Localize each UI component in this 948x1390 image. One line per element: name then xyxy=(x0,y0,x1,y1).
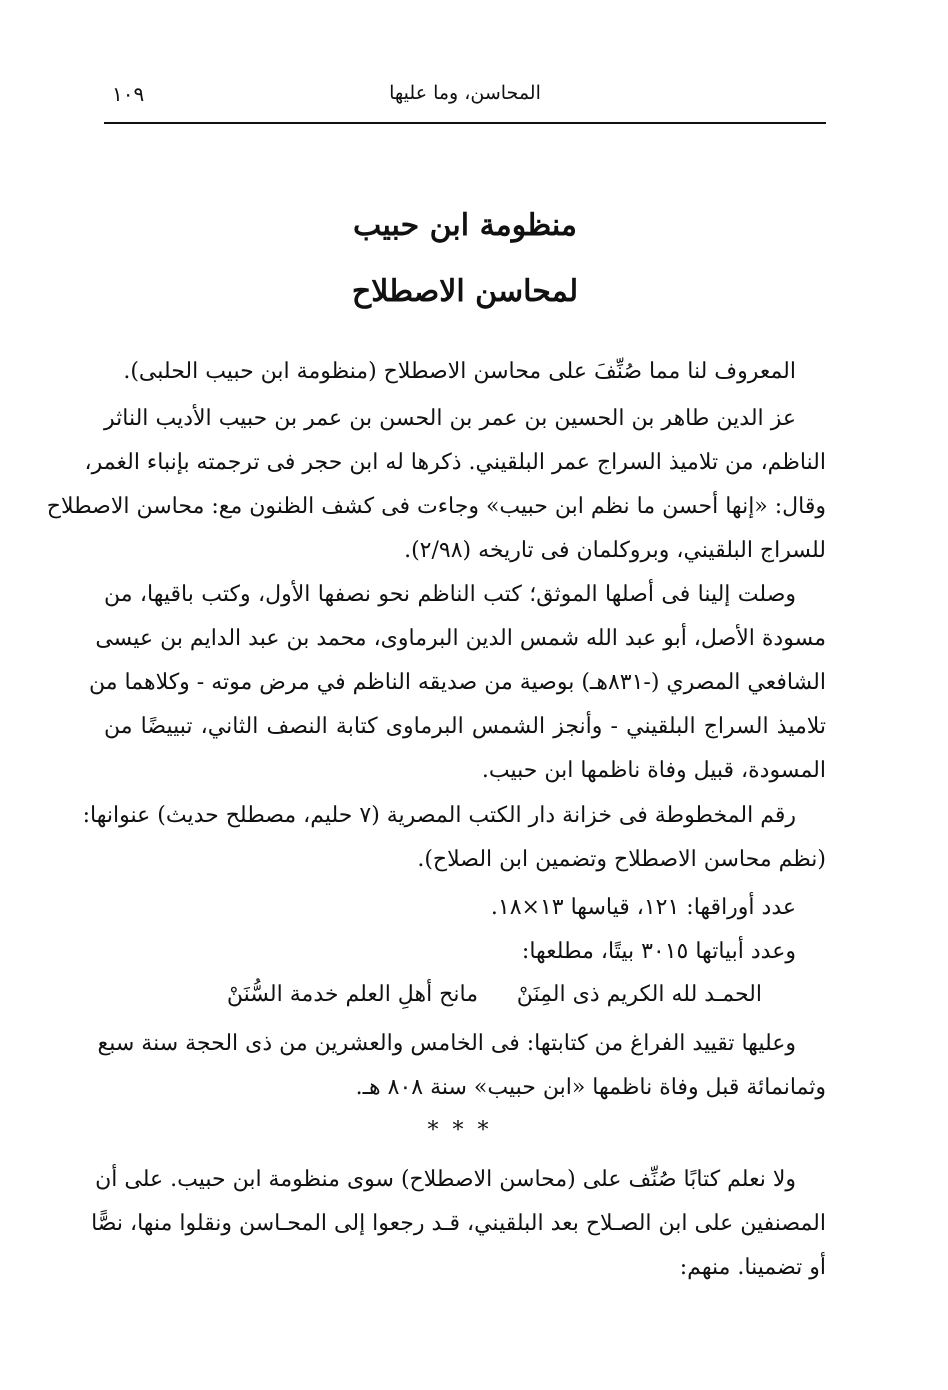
paragraph-line: المصنفين على ابن الصـلاح بعد البلقيني، قـد رجعوا إلى المحـاسن ونقلوا منها، نصًّا xyxy=(91,1211,826,1236)
paragraph-line: عدد أوراقها: ١٢١، قياسها ١٣×١٨. xyxy=(490,895,796,920)
page-number: ١٠٩ xyxy=(112,82,145,106)
paragraph-line: الناظم، من تلاميذ السراج عمر البلقيني. ذكرها له ابن حجر فى ترجمته بإنباء الغمر، xyxy=(84,450,826,475)
paragraph-line: رقم المخطوطة فى خزانة دار الكتب المصرية (٧ حليم، مصطلح حديث) عنوانها: xyxy=(82,803,796,828)
paragraph-line: وقال: «إنها أحسن ما نظم ابن حبيب» وجاءت فى كشف الظنون مع: محاسن الاصطلاح xyxy=(46,494,826,519)
paragraph-line: عز الدين طاهر بن الحسين بن عمر بن الحسن بن عمر بن حبيب الأديب الناثر xyxy=(104,406,796,431)
running-title: المحاسن، وما عليها xyxy=(389,82,541,104)
section-separator: *** xyxy=(427,1118,503,1143)
verse-first-hemistich: الحمـد لله الكريم ذى المِنَنْ xyxy=(516,982,762,1007)
paragraph-4 xyxy=(82,794,826,882)
paragraph-2 xyxy=(46,397,826,573)
paragraph-line: وثمانمائة قبل وفاة ناظمها «ابن حبيب» سنة ٨٠٨ هـ. xyxy=(355,1075,826,1100)
paragraph-5 xyxy=(104,886,826,974)
paragraph-line: تلاميذ السراج البلقيني - وأنجز الشمس البرماوى كتابة النصف الثاني، تبييضًا من xyxy=(104,714,826,739)
paragraph-line: مسودة الأصل، أبو عبد الله شمس الدين البرماوى، محمد بن عبد الدايم بن عيسى xyxy=(95,626,826,651)
paragraph-6 xyxy=(97,1022,826,1110)
chapter-title-line1: منظومة ابن حبيب xyxy=(353,208,577,243)
page-header xyxy=(104,78,826,118)
paragraph-3 xyxy=(89,573,826,793)
paragraph-line: (نظم محاسن الاصطلاح وتضمين ابن الصلاح). xyxy=(417,847,826,872)
paragraph-7 xyxy=(91,1158,826,1290)
paragraph-line: وعدد أبياتها ٣٠١٥ بيتًا، مطلعها: xyxy=(521,939,796,964)
paragraph-line: الشافعي المصري (-٨٣١هـ) بوصية من صديقه الناظم في مرض موته - وكلاهما من xyxy=(89,670,826,695)
paragraph-line: المعروف لنا مما صُنِّفَ على محاسن الاصطلاح (منظومة ابن حبيب الحلبى). xyxy=(123,359,796,384)
paragraph-line: ولا نعلم كتابًا صُنِّف على (محاسن الاصطلاح) سوى منظومة ابن حبيب. على أن xyxy=(95,1167,796,1192)
paragraph-line: للسراج البلقيني، وبروكلمان فى تاريخه (٢/٩٨). xyxy=(404,538,826,563)
paragraph-line: وصلت إلينا فى أصلها الموثق؛ كتب الناظم نحو نصفها الأول، وكتب باقيها، من xyxy=(104,582,796,607)
paragraph-1 xyxy=(104,350,826,394)
paragraph-line: وعليها تقييد الفراغ من كتابتها: فى الخامس والعشرين من ذى الحجة سنة سبع xyxy=(97,1031,796,1056)
chapter-title-line2: لمحاسن الاصطلاح xyxy=(351,274,579,309)
paragraph-line: المسودة، قبيل وفاة ناظمها ابن حبيب. xyxy=(481,758,826,783)
header-rule xyxy=(104,122,826,124)
verse-second-hemistich: مانح أهلِ العلم خدمة السُّنَنْ xyxy=(226,982,478,1007)
paragraph-line: أو تضمينا. منهم: xyxy=(679,1255,826,1280)
